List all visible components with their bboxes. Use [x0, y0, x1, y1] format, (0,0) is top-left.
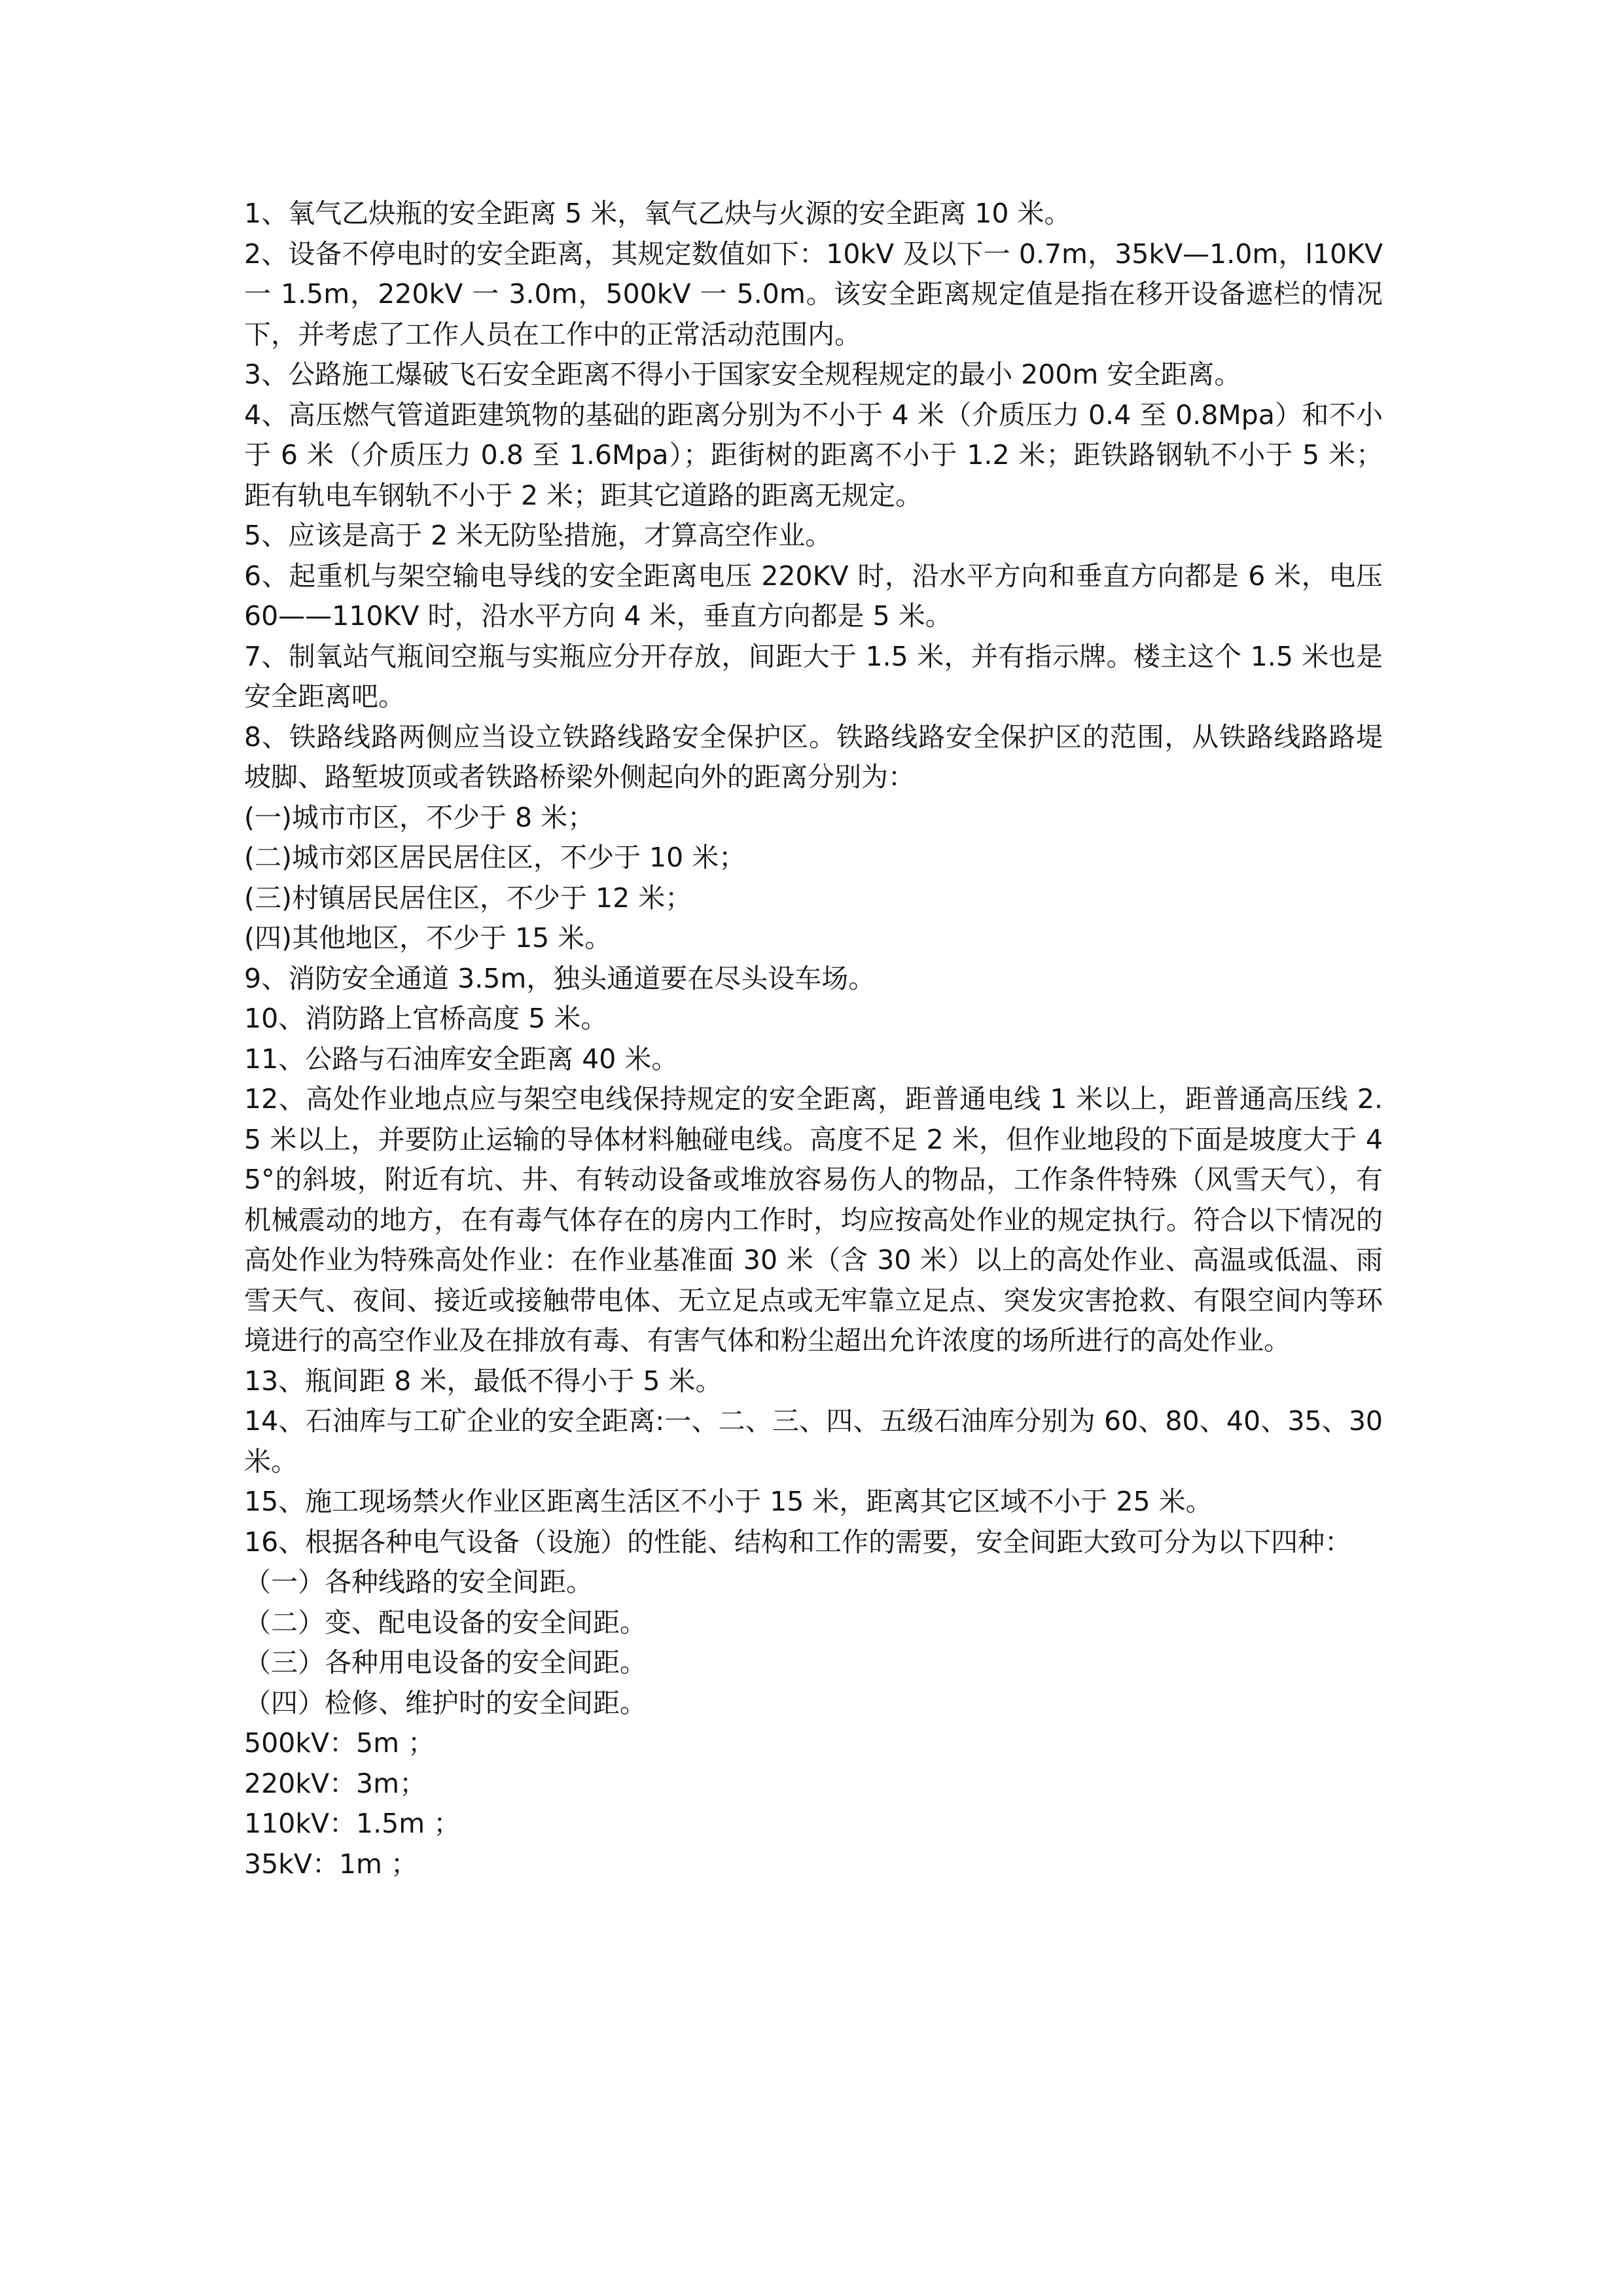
paragraph-4: 4、高压燃气管道距建筑物的基础的距离分别为不小于 4 米（介质压力 0.4 至 0.8Mpa）和不小于 6 米（介质压力 0.8 至 1.6Mpa）；距街树的距离不小于 1.2 米；距铁路钢轨不小于 5 米；距有轨电车钢轨不小于 2 米；距其它道路的距离无规定。: [244, 399, 1383, 511]
paragraph-2: 2、设备不停电时的安全距离，其规定数值如下：10kV 及以下一 0.7m，35kV—1.0m，l10KV 一 1.5m，220kV 一 3.0m，500kV 一 5.0m。该安全距离规定值是指在移开设备遮栏的情况下，并考虑了工作人员在工作中的正常活动范围内。: [244, 238, 1383, 350]
paragraph-5: 5、应该是高于 2 米无防坠措施，才算高空作业。: [244, 520, 832, 551]
voltage-line-35kv: 35kV：1m ；: [244, 1848, 418, 1880]
paragraph-16-item-4: （四）检修、维护时的安全间距。: [244, 1687, 647, 1719]
paragraph-3: 3、公路施工爆破飞石安全距离不得小于国家安全规程规定的最小 200m 安全距离。: [244, 359, 1241, 390]
paragraph-12: 12、高处作业地点应与架空电线保持规定的安全距离，距普通电线 1 米以上，距普通高压线 2.5 米以上，并要防止运输的导体材料触碰电线。高度不足 2 米，但作业地段的下面是坡度大于 45°的斜坡，附近有坑、井、有转动设备或堆放容易伤人的物品，工作条件特殊（风雪天气），有机械震动的地方，在有毒气体存在的房内工作时，均应按高处作业的规定执行。符合以下情况的高处作业为特殊高处作业：在作业基准面 30 米（含 30 米）以上的高处作业、高温或低温、雨雪天气、夜间、接近或接触带电体、无立足点或无牢靠立足点、突发灾害抢救、有限空间内等环境进行的高空作业及在排放有毒、有害气体和粉尘超出允许浓度的场所进行的高处作业。: [244, 1083, 1383, 1356]
paragraph-6: 6、起重机与架空输电导线的安全距离电压 220KV 时，沿水平方向和垂直方向都是 6 米，电压 60——110KV 时，沿水平方向 4 米，垂直方向都是 5 米。: [244, 560, 1383, 632]
paragraph-8-item-1: (一)城市市区，不少于 8 米；: [244, 801, 595, 833]
voltage-line-500kv: 500kV：5m ；: [244, 1727, 435, 1759]
paragraph-14: 14、石油库与工矿企业的安全距离:一、二、三、四、五级石油库分别为 60、80、40、35、30 米。: [244, 1405, 1383, 1477]
paragraph-8: 8、铁路线路两侧应当设立铁路线路安全保护区。铁路线路安全保护区的范围，从铁路线路路堤坡脚、路堑坡顶或者铁路桥梁外侧起向外的距离分别为：: [244, 721, 1383, 793]
paragraph-16-item-1: （一）各种线路的安全间距。: [244, 1566, 593, 1598]
paragraph-13: 13、瓶间距 8 米，最低不得小于 5 米。: [244, 1365, 722, 1397]
paragraph-16-item-3: （三）各种用电设备的安全间距。: [244, 1647, 647, 1678]
paragraph-7: 7、制氧站气瓶间空瓶与实瓶应分开存放，间距大于 1.5 米，并有指示牌。楼主这个 1.5 米也是安全距离吧。: [244, 640, 1383, 712]
paragraph-8-item-2: (二)城市郊区居民居住区，不少于 10 米；: [244, 842, 746, 873]
document-body: [244, 194, 1383, 1884]
paragraph-9: 9、消防安全通道 3.5m，独头通道要在尽头设车场。: [244, 962, 876, 994]
voltage-line-110kv: 110kV：1.5m ；: [244, 1808, 461, 1839]
paragraph-16-item-2: （二）变、配电设备的安全间距。: [244, 1606, 647, 1638]
paragraph-10: 10、消防路上官桥高度 5 米。: [244, 1003, 608, 1034]
paragraph-11: 11、公路与石油库安全距离 40 米。: [244, 1043, 679, 1075]
paragraph-15: 15、施工现场禁火作业区距离生活区不小于 15 米，距离其它区域不小于 25 米。: [244, 1486, 1213, 1517]
paragraph-1: 1、氧气乙炔瓶的安全距离 5 米，氧气乙炔与火源的安全距离 10 米。: [244, 198, 1071, 229]
paragraph-16: 16、根据各种电气设备（设施）的性能、结构和工作的需要，安全间距大致可分为以下四种：: [244, 1526, 1352, 1558]
paragraph-8-item-4: (四)其他地区，不少于 15 米。: [244, 922, 612, 954]
voltage-line-220kv: 220kV：3m；: [244, 1767, 427, 1799]
paragraph-8-item-3: (三)村镇居民居住区，不少于 12 米；: [244, 882, 692, 914]
